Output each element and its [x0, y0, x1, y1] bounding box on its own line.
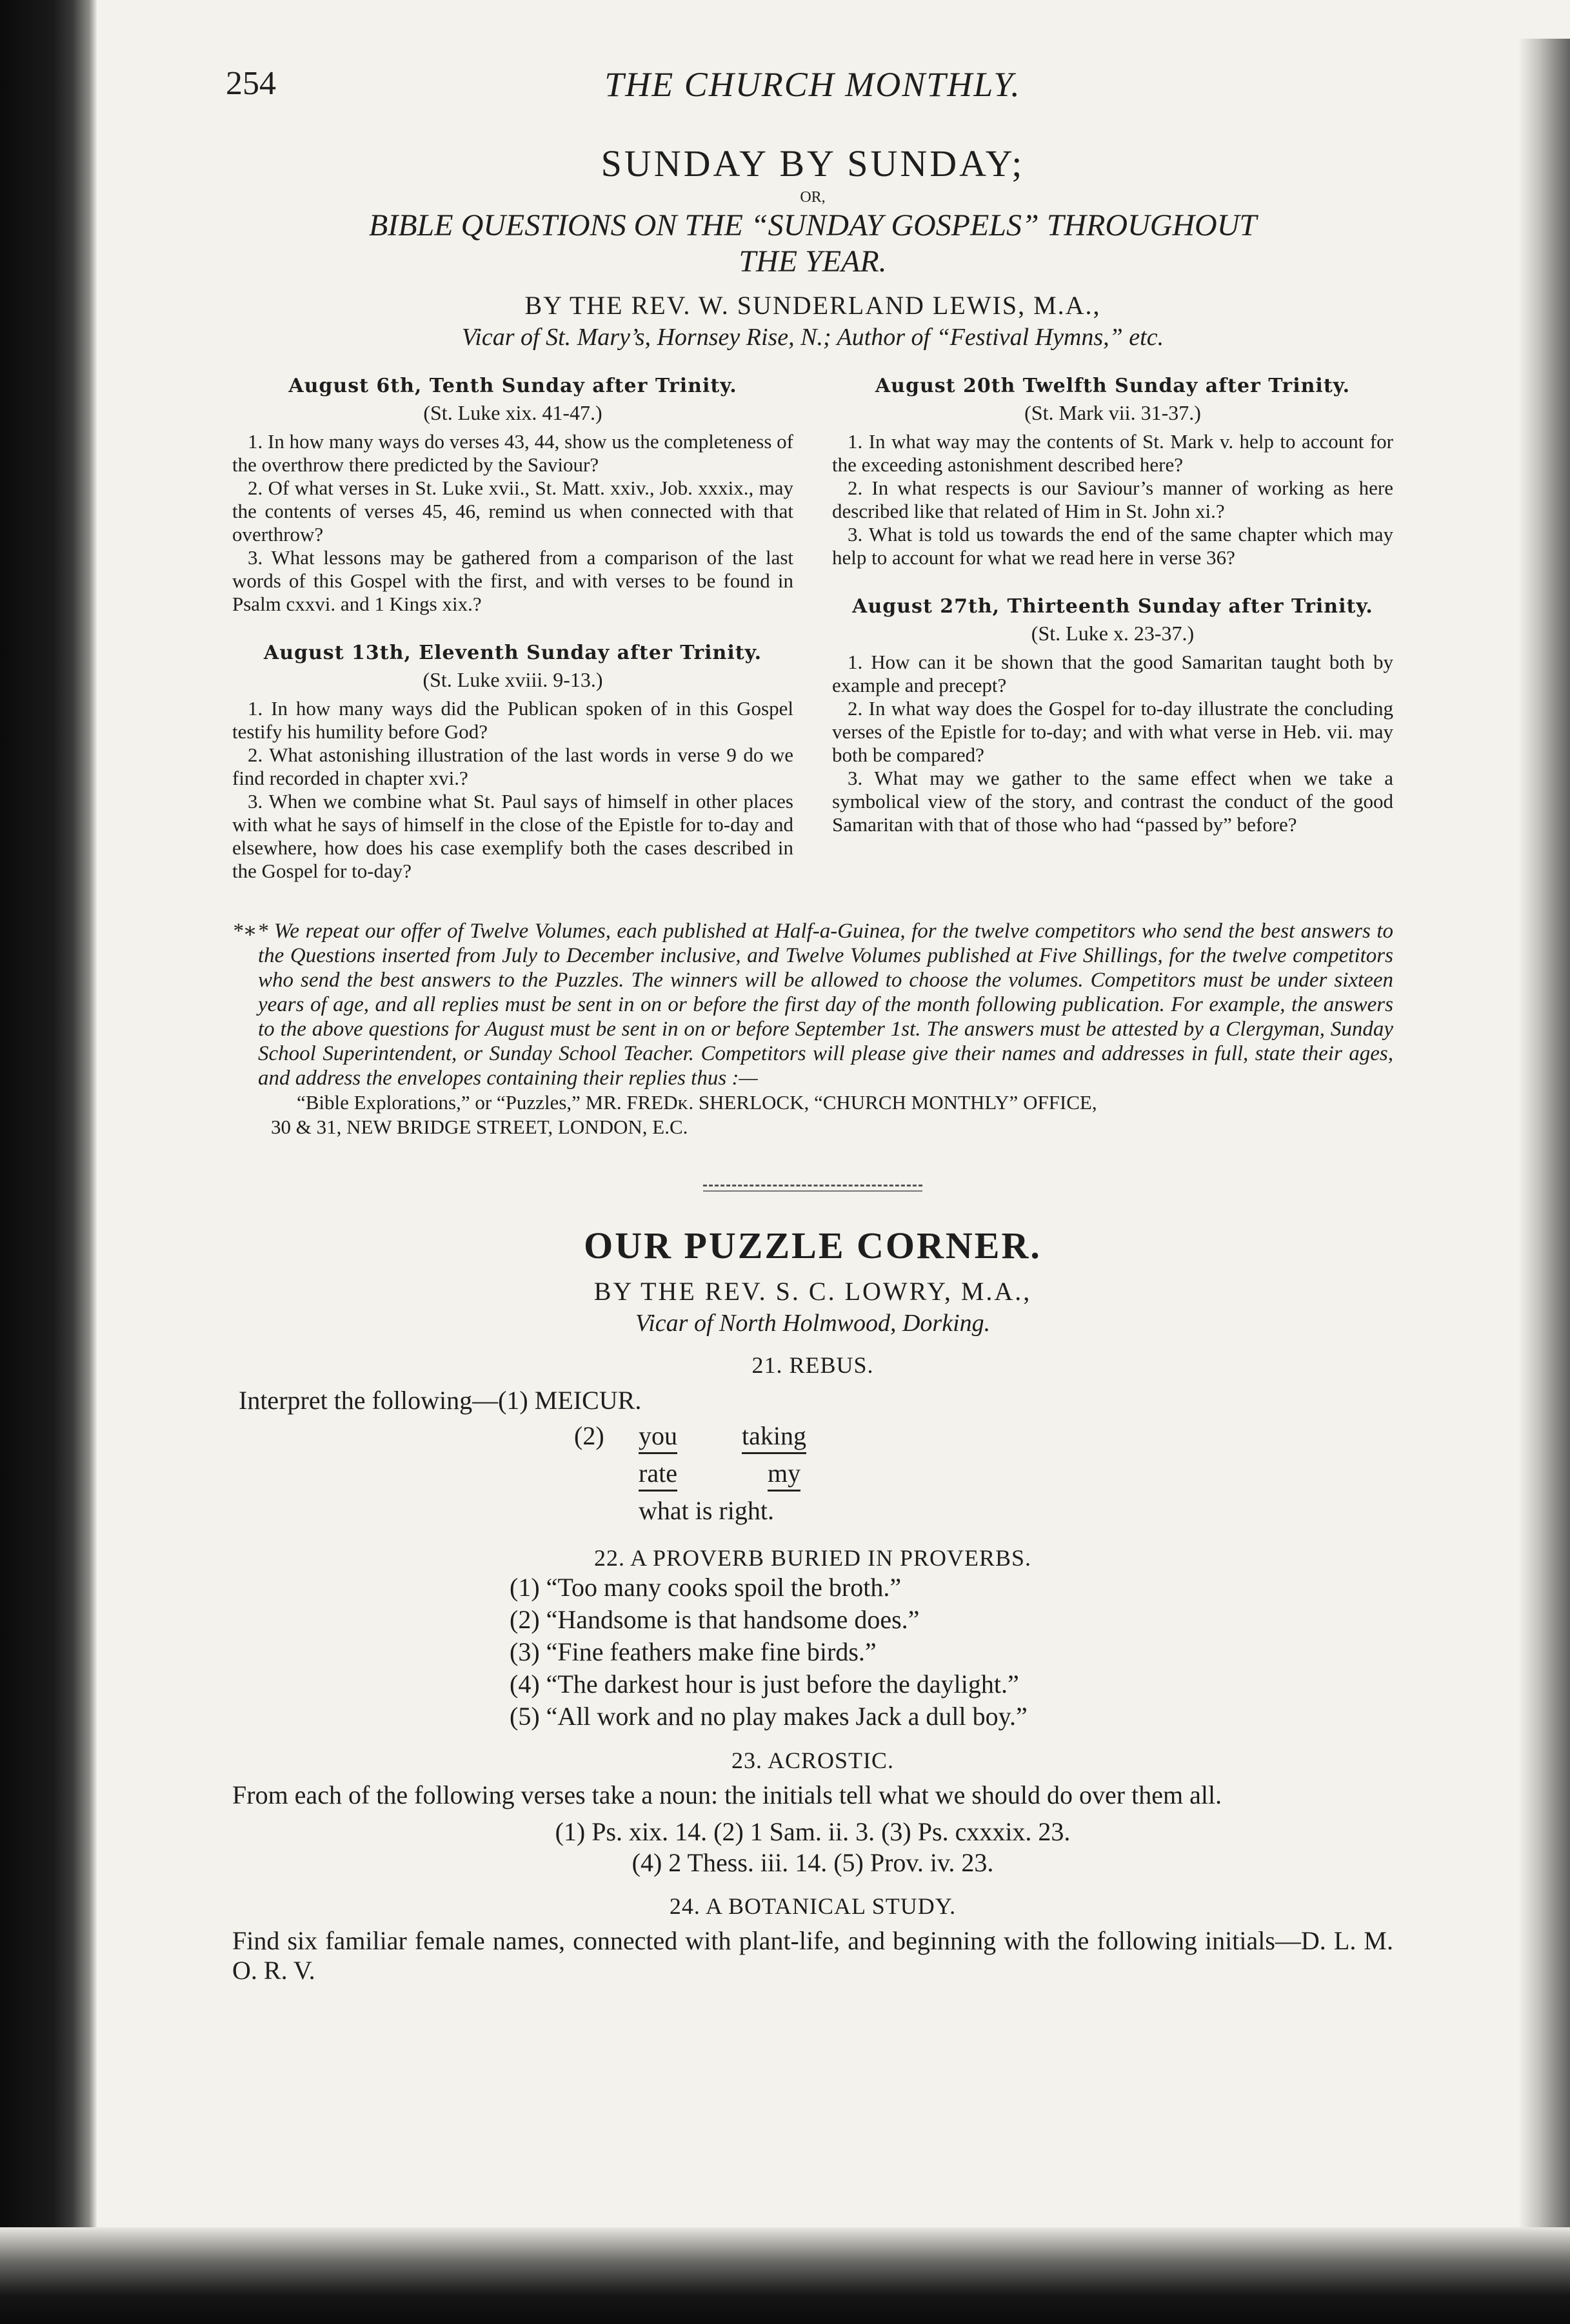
week-heading: August 27th, Thirteenth Sunday after Trinity.: [852, 595, 1373, 618]
competition-notice: *∗* We repeat our offer of Twelve Volumes, each published at Half-a-Guinea, for the twelve competitors who send the best answers to the Questions inserted from July to December inclusive, and Twelve Volumes published at Five Shillings, for the twelve competitors who send the best answers to the Puzzles. The winners will be allowed to choose the volumes. Competitors must be under sixteen years of age, and all replies must be sent in on or before the first day of the month following publication. For example, the answers to the above questions for August must be sent in on or before September 1st. The answers must be attested by a Clergyman, Sunday School Superintendent, or Sunday School Teacher. Competitors will please give their names and addresses in full, state their ages, and address the envelopes containing their replies thus :—: [232, 920, 1393, 1090]
notice-address-2: 30 & 31, NEW BRIDGE STREET, LONDON, E.C.: [271, 1116, 688, 1138]
running-head: [226, 64, 1393, 123]
book-spine-shadow: [0, 0, 97, 2324]
acrostic-text: From each of the following verses take a noun: the initials tell what we should do over them all.: [232, 1780, 1222, 1809]
week-heading: August 20th Twelfth Sunday after Trinity.: [875, 375, 1351, 397]
week-block: [832, 375, 1393, 569]
page-bottom-shadow: [0, 2227, 1570, 2324]
week-block: [232, 375, 793, 616]
page-number: 254: [226, 65, 276, 102]
question: 2. Of what verses in St. Luke xvii., St. Matt. xxiv., Job. xxxix., may the contents of verses 45, 46, remind us when connected with that overthrow?: [232, 477, 793, 546]
rebus-word-right: what is right.: [639, 1496, 774, 1525]
article-affiliation: Vicar of St. Mary’s, Hornsey Rise, N.; Author of “Festival Hymns,” etc.: [461, 324, 1164, 351]
puzzle-affiliation: Vicar of North Holmwood, Dorking.: [635, 1310, 991, 1337]
proverb-item: (1) “Too many cooks spoil the broth.”: [510, 1573, 902, 1602]
botanical-text: Find six familiar female names, connected with plant-life, and beginning with the following initials—D. L. M. O. R. V.: [232, 1926, 1393, 1985]
rebus-word-taking: taking: [742, 1421, 806, 1454]
page-edge-shadow: [1518, 39, 1570, 2231]
rebus-heading: 21. REBUS.: [751, 1352, 874, 1378]
magazine-page: [226, 64, 1393, 1985]
botanical-heading: 24. A BOTANICAL STUDY.: [669, 1893, 957, 1919]
question-columns: [232, 375, 1393, 909]
article-or: OR,: [800, 189, 826, 206]
question: 2. What astonishing illustration of the last words in verse 9 do we find recorded in chapter xvi.?: [232, 743, 793, 789]
question: 3. What may we gather to the same effect when we take a symbolical view of the story, and contrast the conduct of the good Samaritan with that of those who had “passed by” before?: [832, 767, 1393, 836]
rebus-intro: Interpret the following—(1) MEICUR.: [239, 1386, 642, 1415]
proverb-item: (5) “All work and no play makes Jack a dull boy.”: [510, 1702, 1028, 1731]
question: 1. In how many ways do verses 43, 44, show us the completeness of the overthrow there predicted by the Saviour?: [232, 430, 793, 476]
running-title: THE CHURCH MONTHLY.: [604, 65, 1021, 104]
left-column: [232, 375, 793, 909]
question: 3. What lessons may be gathered from a comparison of the last words of this Gospel with the first, and with verses to be found in Psalm cxxvi. and 1 Kings xix.?: [232, 546, 793, 615]
question: 3. When we combine what St. Paul says of himself in other places with what he says of himself in the close of the Epistle for to-day and elsewhere, how does his case exemplify both the cases described in the Gospel for to-day?: [232, 790, 793, 882]
puzzle-byline: BY THE REV. S. C. LOWRY, M.A.,: [593, 1277, 1032, 1306]
question: 2. In what way does the Gospel for to-day illustrate the concluding verses of the Epistle for to-day; and with what verse in Heb. vii. may both be compared?: [832, 697, 1393, 766]
gospel-reference: (St. Luke xviii. 9-13.): [422, 668, 603, 691]
week-block: [832, 595, 1393, 836]
rebus-word-you: you: [639, 1421, 677, 1454]
proverb-item: (3) “Fine feathers make fine birds.”: [510, 1637, 877, 1666]
gospel-reference: (St. Luke x. 23-37.): [1031, 622, 1195, 645]
rebus-figure: [239, 1415, 1393, 1544]
article-subtitle-2: THE YEAR.: [739, 244, 887, 279]
question: 3. What is told us towards the end of the same chapter which may help to account for what we read here in verse 36?: [832, 523, 1393, 569]
acrostic-refs-1: (1) Ps. xix. 14. (2) 1 Sam. ii. 3. (3) Ps. cxxxix. 23.: [555, 1817, 1071, 1846]
notice-address-1: “Bible Explorations,” or “Puzzles,” MR. FREDᴋ. SHERLOCK, “CHURCH MONTHLY” OFFICE,: [297, 1091, 1097, 1114]
week-heading: August 13th, Eleventh Sunday after Trinity.: [263, 642, 762, 664]
question: 1. In what way may the contents of St. Mark v. help to account for the exceeding astonishment described here?: [832, 430, 1393, 476]
proverb-item: (4) “The darkest hour is just before the daylight.”: [510, 1669, 1019, 1699]
rebus-word-my: my: [768, 1458, 800, 1492]
acrostic-refs-2: (4) 2 Thess. iii. 14. (5) Prov. iv. 23.: [631, 1848, 994, 1877]
article-byline: BY THE REV. W. SUNDERLAND LEWIS, M.A.,: [524, 291, 1101, 320]
puzzle-title: OUR PUZZLE CORNER.: [584, 1225, 1042, 1266]
rebus-word-rate: rate: [639, 1458, 677, 1492]
question: 2. In what respects is our Saviour’s manner of working as here described like that related of Him in St. John xi.?: [832, 477, 1393, 522]
acrostic-heading: 23. ACROSTIC.: [731, 1748, 895, 1773]
question: 1. In how many ways did the Publican spoken of in this Gospel testify his humility before God?: [232, 697, 793, 743]
week-block: [232, 642, 793, 883]
section-divider: [703, 1185, 922, 1192]
article-title: SUNDAY BY SUNDAY;: [601, 143, 1025, 184]
gospel-reference: (St. Luke xix. 41-47.): [423, 401, 602, 424]
week-heading: August 6th, Tenth Sunday after Trinity.: [288, 375, 737, 397]
question: 1. How can it be shown that the good Samaritan taught both by example and precept?: [832, 651, 1393, 696]
proverb-item: (2) “Handsome is that handsome does.”: [510, 1605, 920, 1634]
rebus-number: (2): [574, 1421, 604, 1450]
right-column: [832, 375, 1393, 909]
proverb-heading: 22. A PROVERB BURIED IN PROVERBS.: [593, 1545, 1032, 1571]
article-subtitle-1: BIBLE QUESTIONS ON THE “SUNDAY GOSPELS” THROUGHOUT: [368, 208, 1257, 242]
gospel-reference: (St. Mark vii. 31-37.): [1024, 401, 1201, 424]
